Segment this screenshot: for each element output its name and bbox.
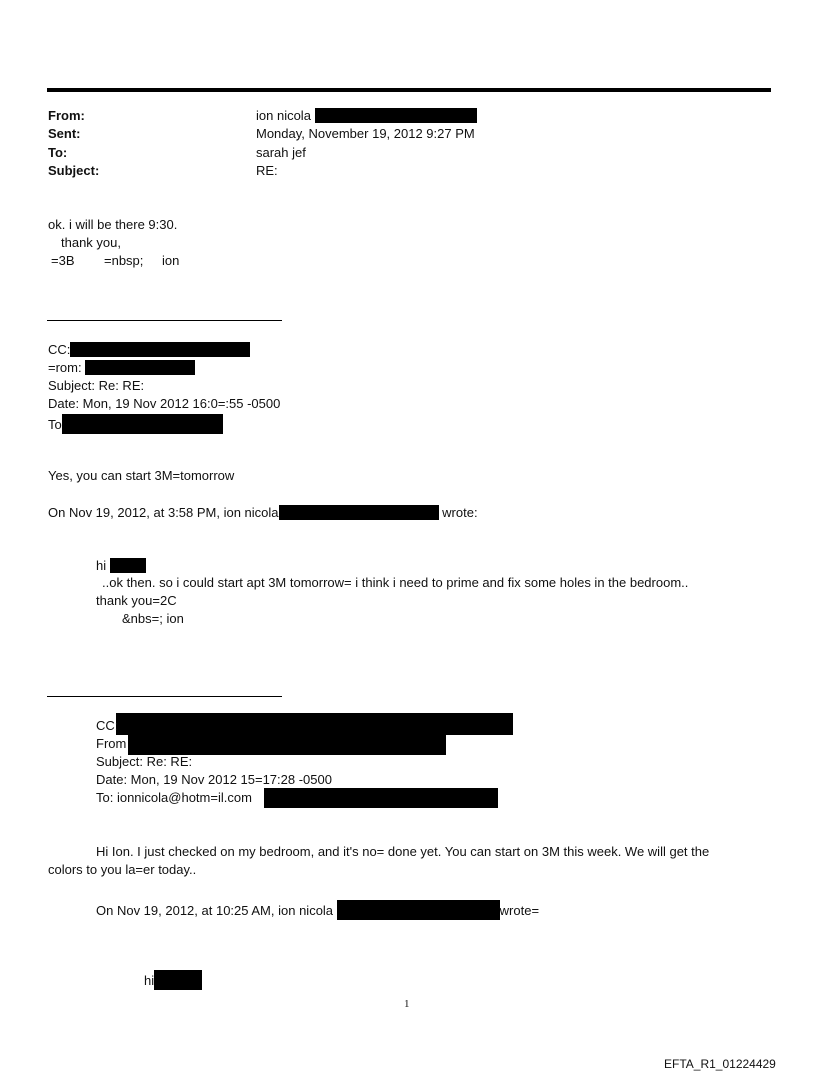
top-rule — [47, 88, 771, 92]
reply-line-3b: =nbsp; — [104, 253, 144, 268]
separator-line — [47, 320, 282, 321]
quoted1-cc — [48, 342, 250, 358]
from-name: ion nicola — [256, 108, 311, 123]
quoted2-line-1: ..ok then. so i could start apt 3M tomorrow= i think i need to prime and fix some holes in the bedroom.. — [102, 575, 689, 590]
cc-label: CC: — [48, 342, 71, 357]
quoted1-body: Yes, you can start 3M=tomorrow — [48, 468, 235, 483]
redaction-block — [116, 713, 513, 735]
reply-line-2: thank you, — [61, 235, 121, 250]
wrote-suffix: wrote: — [442, 505, 478, 520]
wrote-prefix: On Nov 19, 2012, at 10:25 AM, ion nicola — [96, 903, 334, 918]
quoted3-body-line-2: colors to you la=er today.. — [48, 862, 197, 877]
quoted3-from: From — [96, 736, 127, 751]
quoted3-cc: CC: — [96, 718, 119, 733]
quoted1-subject: Subject: Re: RE: — [48, 378, 145, 393]
redaction-block — [264, 788, 498, 808]
from-label: =rom: — [48, 360, 82, 375]
document-id: EFTA_R1_01224429 — [664, 1057, 776, 1071]
separator-line — [47, 696, 282, 697]
redaction-block — [110, 558, 146, 573]
redaction-block — [337, 900, 500, 920]
to-label: To — [48, 417, 62, 432]
subject-label: Subject: — [48, 163, 100, 178]
redaction-block — [128, 735, 446, 755]
sent-value: Monday, November 19, 2012 9:27 PM — [256, 126, 475, 141]
subject-value: RE: — [256, 163, 278, 178]
wrote-suffix: wrote= — [499, 903, 540, 918]
redaction-block — [154, 970, 202, 990]
quoted3-wrote-line — [96, 900, 539, 920]
quoted3-body-line-1: Hi Ion. I just checked on my bedroom, and it's no= done yet. You can start on 3M this week. We will get the — [96, 844, 710, 859]
redaction-block — [62, 414, 223, 434]
redaction-block — [279, 505, 439, 520]
quoted2-hi — [96, 558, 146, 574]
quoted2-line-2: thank you=2C — [96, 593, 177, 608]
quoted3-hi — [144, 970, 202, 990]
quoted3-date: Date: Mon, 19 Nov 2012 15=17:28 -0500 — [96, 772, 332, 787]
from-label: From: — [48, 108, 85, 123]
quoted3-to: To: ionnicola@hotm=il.com — [96, 790, 252, 805]
redaction-block — [70, 342, 250, 357]
greeting: hi — [144, 973, 155, 988]
reply-line-3c: ion — [162, 253, 180, 268]
wrote-prefix: On Nov 19, 2012, at 3:58 PM, ion nicola — [48, 505, 279, 520]
redaction-block — [85, 360, 195, 375]
to-value: sarah jef — [256, 145, 306, 160]
from-value — [256, 108, 477, 124]
quoted1-from — [48, 360, 195, 376]
quoted1-to — [48, 414, 223, 434]
quoted3-subject: Subject: Re: RE: — [96, 754, 193, 769]
to-label: To: — [48, 145, 68, 160]
sent-label: Sent: — [48, 126, 81, 141]
reply-line-1: ok. i will be there 9:30. — [48, 217, 178, 232]
redaction-block — [315, 108, 477, 123]
reply-line-3a: =3B — [51, 253, 75, 268]
quoted2-line-3: &nbs=; ion — [122, 611, 184, 626]
quoted1-wrote-line — [48, 505, 478, 521]
greeting: hi — [96, 558, 107, 573]
page-number: 1 — [404, 998, 410, 1010]
quoted1-date: Date: Mon, 19 Nov 2012 16:0=:55 -0500 — [48, 396, 281, 411]
